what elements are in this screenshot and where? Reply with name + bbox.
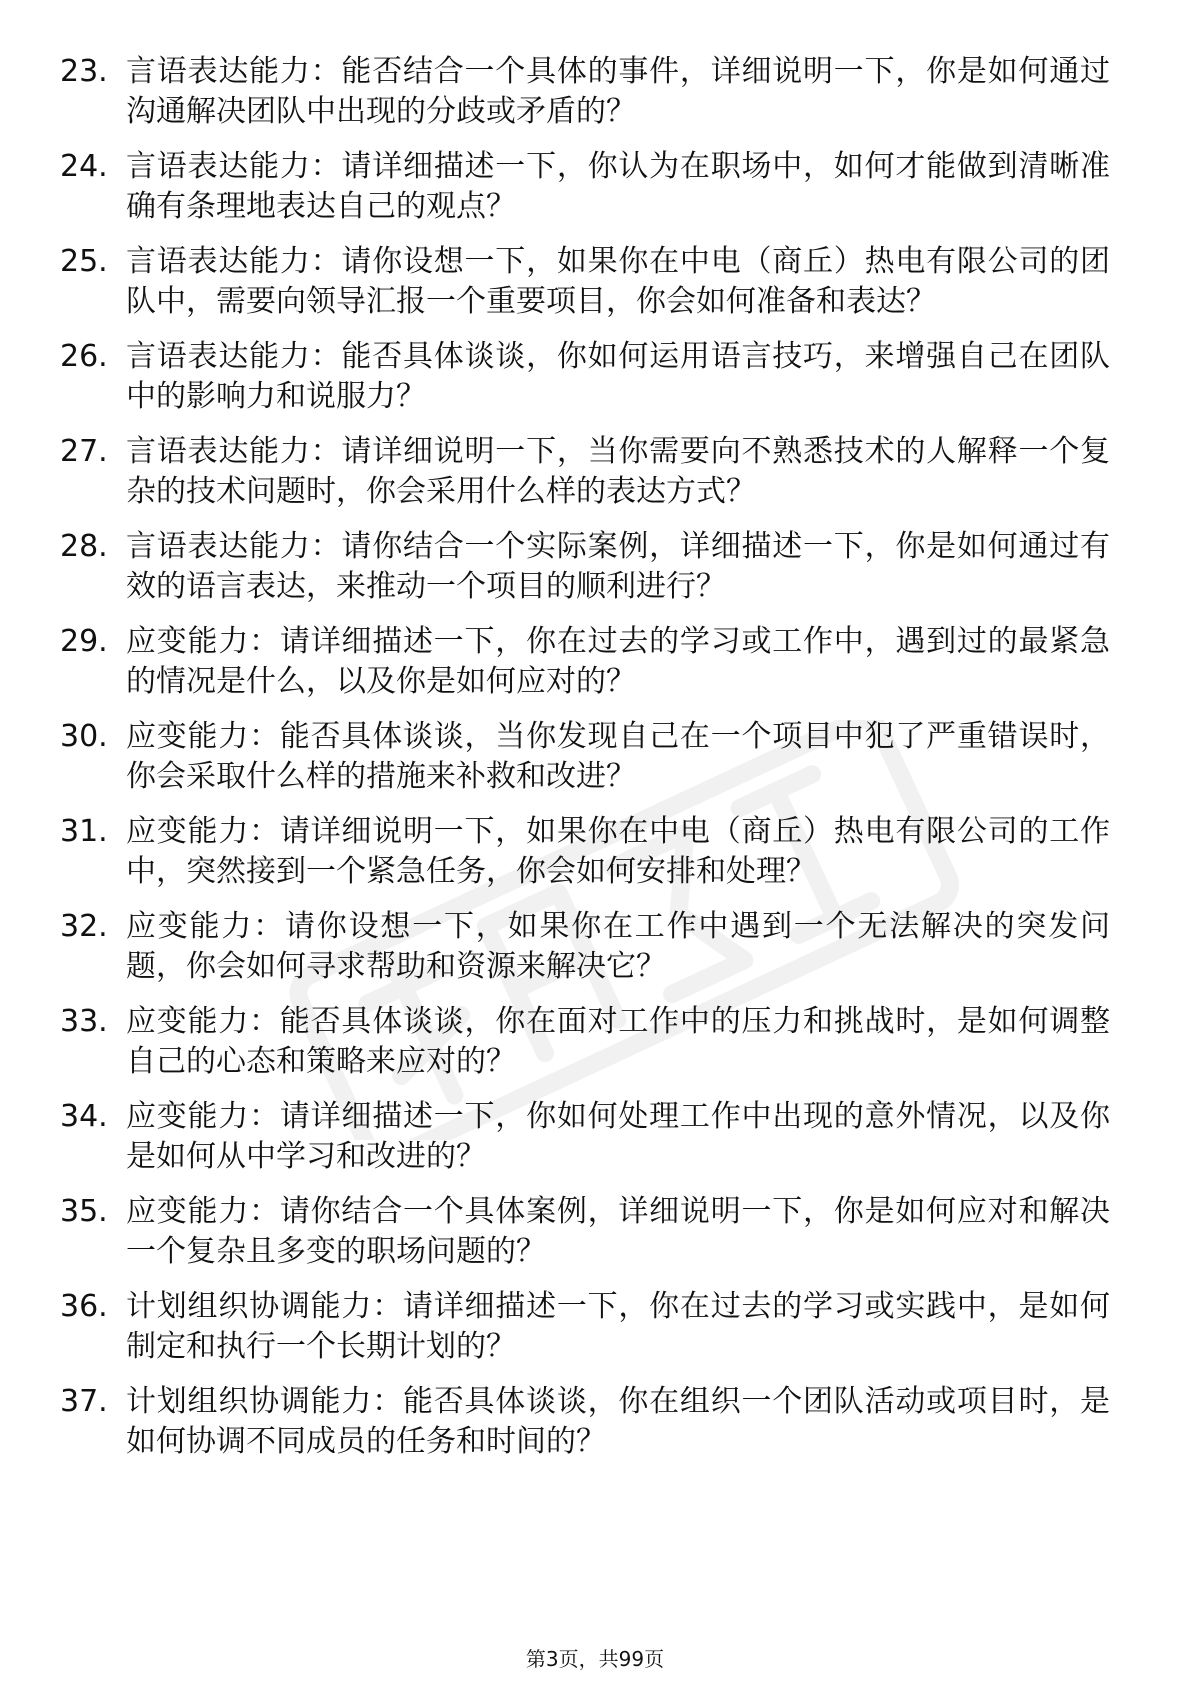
question-item: [60, 1192, 1110, 1272]
question-item: [60, 527, 1110, 607]
question-text: 应变能力：请详细描述一下，你在过去的学习或工作中，遇到过的最紧急的情况是什么，以及你是如何应对的？: [126, 624, 1110, 699]
question-text: 言语表达能力：请详细说明一下，当你需要向不熟悉技术的人解释一个复杂的技术问题时，你会采用什么样的表达方式？: [126, 434, 1110, 509]
question-text: 计划组织协调能力：能否具体谈谈，你在组织一个团队活动或项目时，是如何协调不同成员的任务和时间的？: [126, 1384, 1110, 1459]
question-text: 应变能力：能否具体谈谈，当你发现自己在一个项目中犯了严重错误时，你会采取什么样的措施来补救和改进？: [126, 719, 1110, 794]
question-text: 言语表达能力：能否结合一个具体的事件，详细说明一下，你是如何通过沟通解决团队中出现的分歧或矛盾的？: [126, 54, 1110, 129]
question-number: 32.: [60, 909, 108, 944]
question-list: [60, 52, 1110, 1477]
question-text: 应变能力：能否具体谈谈，你在面对工作中的压力和挑战时，是如何调整自己的心态和策略来应对的？: [126, 1004, 1110, 1079]
question-number: 28.: [60, 529, 108, 564]
question-text: 言语表达能力：请你设想一下，如果你在中电（商丘）热电有限公司的团队中，需要向领导汇报一个重要项目，你会如何准备和表达？: [126, 244, 1110, 319]
question-text: 言语表达能力：请你结合一个实际案例，详细描述一下，你是如何通过有效的语言表达，来推动一个项目的顺利进行？: [126, 529, 1110, 604]
question-item: [60, 1097, 1110, 1177]
question-text: 言语表达能力：请详细描述一下，你认为在职场中，如何才能做到清晰准确有条理地表达自己的观点？: [126, 149, 1110, 224]
question-item: [60, 812, 1110, 892]
question-item: [60, 1287, 1110, 1367]
question-number: 24.: [60, 149, 108, 184]
question-text: 应变能力：请详细说明一下，如果你在中电（商丘）热电有限公司的工作中，突然接到一个紧急任务，你会如何安排和处理？: [126, 814, 1110, 889]
question-item: [60, 242, 1110, 322]
question-number: 27.: [60, 434, 108, 469]
question-number: 23.: [60, 54, 108, 89]
question-number: 31.: [60, 814, 108, 849]
question-number: 34.: [60, 1099, 108, 1134]
question-item: [60, 337, 1110, 417]
question-item: [60, 622, 1110, 702]
question-number: 36.: [60, 1289, 108, 1324]
question-number: 29.: [60, 624, 108, 659]
question-item: [60, 717, 1110, 797]
question-number: 37.: [60, 1384, 108, 1419]
question-item: [60, 1382, 1110, 1462]
question-number: 30.: [60, 719, 108, 754]
question-item: [60, 432, 1110, 512]
question-number: 25.: [60, 244, 108, 279]
question-text: 应变能力：请你设想一下，如果你在工作中遇到一个无法解决的突发问题，你会如何寻求帮助和资源来解决它？: [126, 909, 1110, 984]
question-item: [60, 1002, 1110, 1082]
question-text: 计划组织协调能力：请详细描述一下，你在过去的学习或实践中，是如何制定和执行一个长期计划的？: [126, 1289, 1110, 1364]
question-number: 35.: [60, 1194, 108, 1229]
question-item: [60, 147, 1110, 227]
question-number: 33.: [60, 1004, 108, 1039]
question-number: 26.: [60, 339, 108, 374]
page-footer: [0, 1646, 1190, 1672]
page-number-label: 第3页，共99页: [525, 1647, 665, 1671]
question-text: 应变能力：请你结合一个具体案例，详细说明一下，你是如何应对和解决一个复杂且多变的职场问题的？: [126, 1194, 1110, 1269]
question-item: [60, 907, 1110, 987]
question-item: [60, 52, 1110, 132]
question-text: 言语表达能力：能否具体谈谈，你如何运用语言技巧，来增强自己在团队中的影响力和说服力？: [126, 339, 1110, 414]
question-text: 应变能力：请详细描述一下，你如何处理工作中出现的意外情况，以及你是如何从中学习和改进的？: [126, 1099, 1110, 1174]
